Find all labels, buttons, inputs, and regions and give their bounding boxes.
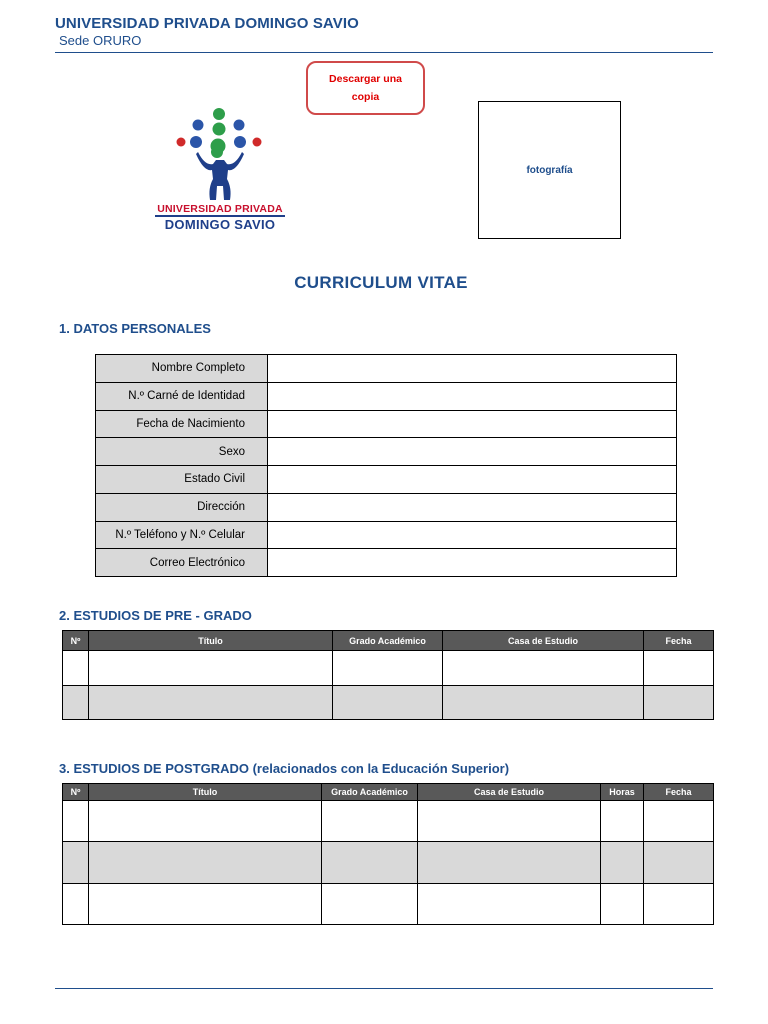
phone-field[interactable] xyxy=(268,521,677,549)
column-header: Título xyxy=(89,784,322,801)
photo-box[interactable] xyxy=(478,101,621,239)
address-field[interactable] xyxy=(268,493,677,521)
table-row xyxy=(96,438,677,466)
university-figure-juggling-spheres-icon xyxy=(150,104,290,204)
column-header: Fecha xyxy=(644,784,714,801)
table-cell[interactable] xyxy=(443,651,644,686)
university-name: UNIVERSIDAD PRIVADA DOMINGO SAVIO xyxy=(55,15,359,32)
column-header: Nº xyxy=(63,631,89,651)
column-header: Grado Académico xyxy=(333,631,443,651)
field-label: Nombre Completo xyxy=(96,355,268,383)
birth-date-field[interactable] xyxy=(268,410,677,438)
photo-label: fotografía xyxy=(526,164,573,176)
table-row xyxy=(96,521,677,549)
table-cell[interactable] xyxy=(63,801,89,842)
logo-text-line2: DOMINGO SAVIO xyxy=(164,217,276,232)
table-cell[interactable] xyxy=(333,651,443,686)
table-cell[interactable] xyxy=(601,883,644,924)
column-header: Casa de Estudio xyxy=(443,631,644,651)
table-cell[interactable] xyxy=(63,651,89,686)
email-field[interactable] xyxy=(268,549,677,577)
id-card-field[interactable] xyxy=(268,382,677,410)
table-cell[interactable] xyxy=(63,883,89,924)
postgrado-table xyxy=(62,783,714,925)
table-row xyxy=(63,883,714,924)
campus-name: Sede ORURO xyxy=(59,33,142,48)
table-cell[interactable] xyxy=(89,685,333,720)
column-header: Horas xyxy=(601,784,644,801)
section-heading-personal: 1. DATOS PERSONALES xyxy=(59,321,211,336)
table-row xyxy=(96,382,677,410)
table-cell[interactable] xyxy=(601,842,644,883)
marital-status-field[interactable] xyxy=(268,466,677,494)
header-divider xyxy=(55,52,713,53)
table-row xyxy=(96,410,677,438)
table-cell[interactable] xyxy=(644,842,714,883)
section-heading-postgrado: 3. ESTUDIOS DE POSTGRADO (relacionados con la Educación Superior) xyxy=(59,761,510,776)
field-label: N.º Teléfono y N.º Celular xyxy=(96,521,268,549)
table-cell[interactable] xyxy=(644,685,714,720)
column-header: Casa de Estudio xyxy=(418,784,601,801)
section-heading-pregrado: 2. ESTUDIOS DE PRE - GRADO xyxy=(59,608,252,623)
download-copy-label: Descargar una copia xyxy=(329,73,402,103)
table-cell[interactable] xyxy=(601,801,644,842)
table-row xyxy=(96,466,677,494)
field-label: Dirección xyxy=(96,493,268,521)
field-label: Sexo xyxy=(96,438,268,466)
table-cell[interactable] xyxy=(63,842,89,883)
table-cell[interactable] xyxy=(418,883,601,924)
column-header: Fecha xyxy=(644,631,714,651)
download-copy-button[interactable] xyxy=(306,61,425,115)
personal-data-table xyxy=(95,354,677,577)
document-title: CURRICULUM VITAE xyxy=(294,273,468,292)
table-cell[interactable] xyxy=(644,883,714,924)
table-row xyxy=(63,842,714,883)
table-cell[interactable] xyxy=(89,883,322,924)
table-row xyxy=(63,801,714,842)
table-cell[interactable] xyxy=(644,801,714,842)
table-cell[interactable] xyxy=(322,883,418,924)
table-cell[interactable] xyxy=(443,685,644,720)
table-cell[interactable] xyxy=(333,685,443,720)
column-header: Título xyxy=(89,631,333,651)
field-label: N.º Carné de Identidad xyxy=(96,382,268,410)
table-cell[interactable] xyxy=(322,842,418,883)
table-cell[interactable] xyxy=(644,651,714,686)
table-row xyxy=(96,549,677,577)
table-cell[interactable] xyxy=(89,651,333,686)
table-row xyxy=(63,685,714,720)
full-name-field[interactable] xyxy=(268,355,677,383)
table-row xyxy=(63,651,714,686)
logo-text-line1: UNIVERSIDAD PRIVADA xyxy=(157,203,283,215)
table-cell[interactable] xyxy=(418,801,601,842)
field-label: Fecha de Nacimiento xyxy=(96,410,268,438)
table-cell[interactable] xyxy=(63,685,89,720)
table-row xyxy=(96,493,677,521)
table-cell[interactable] xyxy=(89,842,322,883)
field-label: Estado Civil xyxy=(96,466,268,494)
table-header-row xyxy=(63,784,714,801)
table-cell[interactable] xyxy=(89,801,322,842)
table-header-row xyxy=(63,631,714,651)
table-cell[interactable] xyxy=(322,801,418,842)
column-header: Nº xyxy=(63,784,89,801)
table-row xyxy=(96,355,677,383)
table-cell[interactable] xyxy=(418,842,601,883)
pregrado-table xyxy=(62,630,714,720)
column-header: Grado Académico xyxy=(322,784,418,801)
sex-field[interactable] xyxy=(268,438,677,466)
footer-divider xyxy=(55,988,713,989)
university-logo xyxy=(150,104,290,234)
field-label: Correo Electrónico xyxy=(96,549,268,577)
